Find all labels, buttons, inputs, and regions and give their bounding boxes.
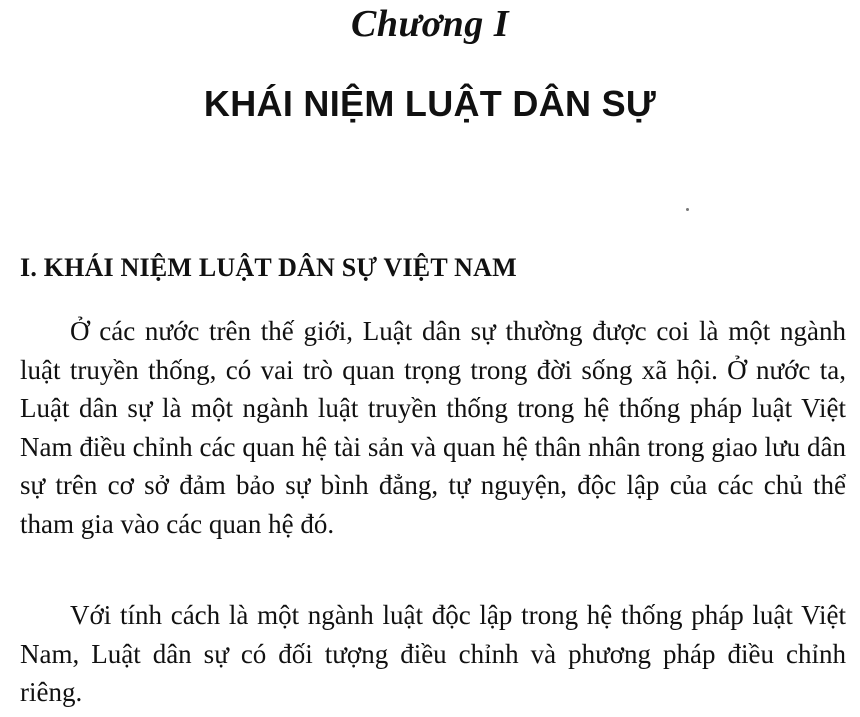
chapter-title: KHÁI NIỆM LUẬT DÂN SỰ — [203, 83, 657, 124]
section-heading: I. KHÁI NIỆM LUẬT DÂN SỰ VIỆT NAM — [20, 253, 517, 282]
body-paragraph: Ở các nước trên thế giới, Luật dân sự thường được coi là một ngành luật truyền thống, có vai trò quan trọng trong đời sống xã hội. Ở nước ta, Luật dân sự là một ngành luật truyền thống trong hệ thống pháp luật Việt Nam điều chỉnh các quan hệ tài sản và quan hệ thân nhân trong giao lưu dân sự trên cơ sở đảm bảo sự bình đẳng, tự nguyện, độc lập của các chủ thể tham gia vào các quan hệ đó. — [20, 316, 846, 539]
chapter-label: Chương I — [350, 3, 510, 45]
body-paragraph: Với tính cách là một ngành luật độc lập trong hệ thống pháp luật Việt Nam, Luật dân sự có đối tượng điều chỉnh và phương pháp điều chỉnh riêng. — [20, 600, 846, 707]
scan-speck — [686, 208, 689, 211]
